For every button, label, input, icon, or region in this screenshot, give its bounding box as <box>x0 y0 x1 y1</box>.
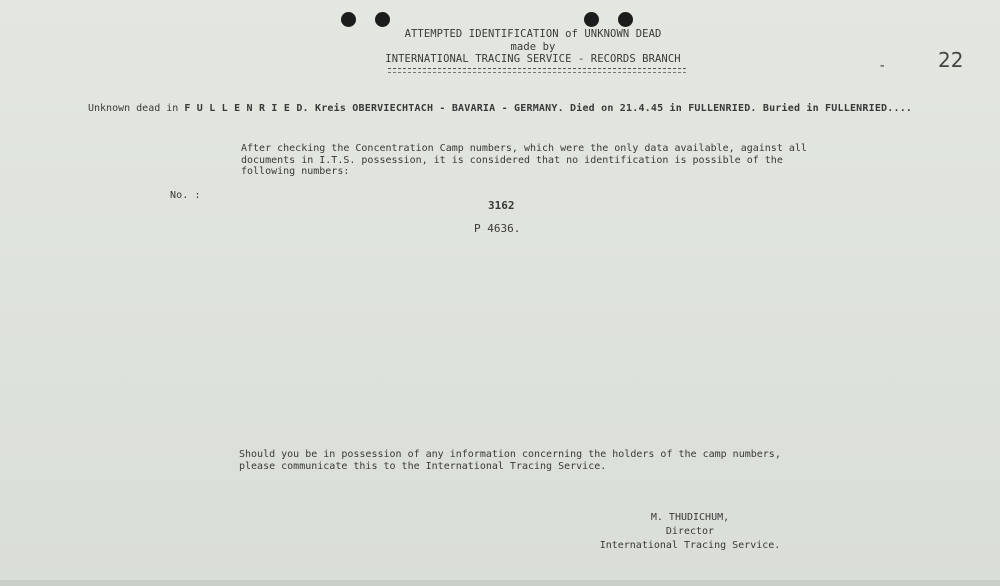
closing-paragraph <box>239 449 781 472</box>
header-underline-2 <box>388 72 686 73</box>
para-line: After checking the Concentration Camp numbers, which were the only data available, against all <box>241 143 807 154</box>
body-paragraph <box>241 143 807 178</box>
header-title: ATTEMPTED IDENTIFICATION of UNKNOWN DEAD <box>404 28 662 40</box>
header-made-by: made by <box>510 41 556 53</box>
signature-block <box>590 511 790 553</box>
page-dash-mark: - <box>878 58 887 74</box>
punch-hole-2 <box>375 12 390 27</box>
para-line: following numbers: <box>241 166 350 177</box>
subject-line <box>88 103 912 114</box>
closing-line: please communicate this to the International Tracing Service. <box>239 460 607 472</box>
para-line: documents in I.T.S. possession, it is considered that no identification is possible of the <box>241 154 783 166</box>
subject-prefix: Unknown dead in <box>88 103 179 114</box>
closing-line: Should you be in possession of any information concerning the holders of the camp numbers, <box>239 449 781 460</box>
header-underline <box>388 68 686 69</box>
camp-number-2: P 4636. <box>474 222 521 235</box>
signatory-organization: International Tracing Service. <box>599 540 781 551</box>
page-number: 22 <box>938 48 964 72</box>
camp-number-1: 3162 <box>488 199 515 212</box>
numbers-label: No. : <box>170 190 201 201</box>
header-organization: INTERNATIONAL TRACING SERVICE - RECORDS BRANCH <box>385 53 681 65</box>
punch-hole-3 <box>584 12 599 27</box>
signatory-name: M. THUDICHUM, <box>650 512 730 523</box>
subject-details: F U L L E N R I E D. Kreis OBERVIECHTACH - BAVARIA - GERMANY. Died on 21.4.45 in FULLENRIED. Buried in FULLENRIED.... <box>184 103 913 114</box>
punch-hole-1 <box>341 12 356 27</box>
signatory-title: Director <box>665 526 715 537</box>
page-bottom-edge <box>0 580 1000 586</box>
punch-hole-4 <box>618 12 633 27</box>
